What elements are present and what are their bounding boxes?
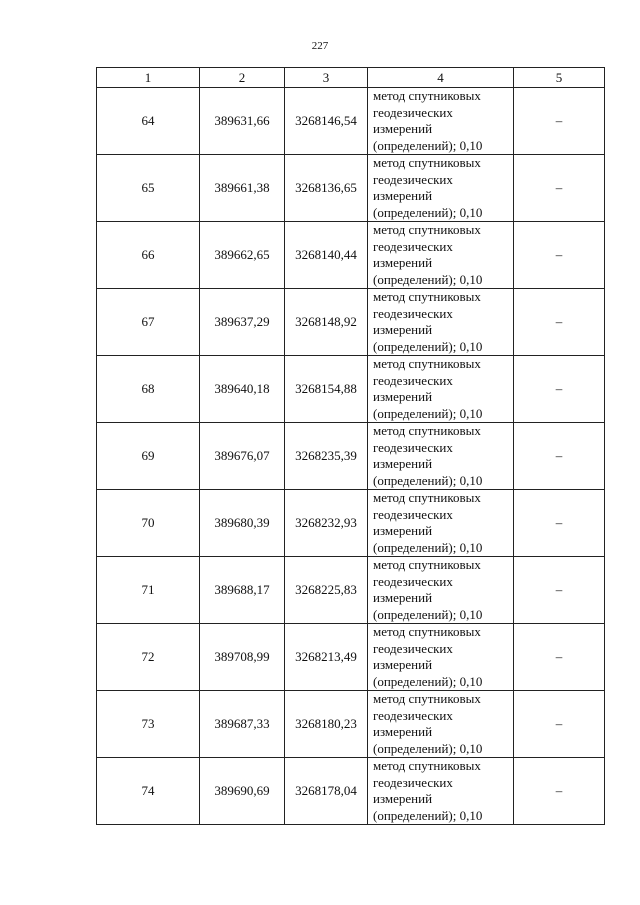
method-cell [368,155,514,222]
y-coordinate-cell: 3268225,83 [285,557,368,624]
col5-cell: – [514,423,605,490]
header-col-2: 2 [200,68,285,88]
method-line: метод спутниковых [373,758,481,773]
y-coordinate-cell: 3268146,54 [285,88,368,155]
method-cell [368,691,514,758]
method-cell [368,88,514,155]
method-line: геодезических [373,305,453,321]
y-coordinate-cell: 3268140,44 [285,222,368,289]
method-line: измерений [373,322,433,337]
col5-cell: – [514,222,605,289]
point-number-cell: 68 [97,356,200,423]
method-line: геодезических [373,707,453,723]
method-line: метод спутниковых [373,88,481,103]
col5-cell: – [514,155,605,222]
method-line: измерений [373,791,433,806]
method-line: измерений [373,657,433,672]
y-coordinate-cell: 3268154,88 [285,356,368,423]
point-number-cell: 64 [97,88,200,155]
header-row [97,68,605,88]
x-coordinate-cell: 389637,29 [200,289,285,356]
method-line: метод спутниковых [373,423,481,438]
method-line: геодезических [373,439,453,455]
point-number-cell: 73 [97,691,200,758]
table-body [97,88,605,825]
method-cell [368,356,514,423]
method-cell [368,758,514,825]
method-line: метод спутниковых [373,624,481,639]
y-coordinate-cell: 3268235,39 [285,423,368,490]
point-number-cell: 65 [97,155,200,222]
method-line: метод спутниковых [373,490,481,505]
method-line: метод спутниковых [373,289,481,304]
col5-cell: – [514,624,605,691]
col5-cell: – [514,356,605,423]
x-coordinate-cell: 389676,07 [200,423,285,490]
method-line: геодезических [373,171,453,187]
y-coordinate-cell: 3268136,65 [285,155,368,222]
table-row [97,222,605,289]
table-row [97,356,605,423]
point-number-cell: 71 [97,557,200,624]
point-number-cell: 66 [97,222,200,289]
point-number-cell: 70 [97,490,200,557]
x-coordinate-cell: 389662,65 [200,222,285,289]
method-line: геодезических [373,640,453,656]
col5-cell: – [514,289,605,356]
table-header [97,68,605,88]
method-line: измерений [373,456,433,471]
method-line: измерений [373,724,433,739]
method-line: (определений); 0,10 [373,673,483,689]
point-number-cell: 74 [97,758,200,825]
method-line: (определений); 0,10 [373,740,483,756]
table-row [97,423,605,490]
x-coordinate-cell: 389687,33 [200,691,285,758]
method-cell [368,490,514,557]
point-number-cell: 69 [97,423,200,490]
point-number-cell: 67 [97,289,200,356]
table-row [97,624,605,691]
y-coordinate-cell: 3268148,92 [285,289,368,356]
x-coordinate-cell: 389688,17 [200,557,285,624]
table-row [97,289,605,356]
method-line: (определений); 0,10 [373,472,483,488]
col5-cell: – [514,691,605,758]
coordinates-table [96,67,605,825]
method-line: геодезических [373,104,453,120]
col5-cell: – [514,758,605,825]
method-line: геодезических [373,774,453,790]
method-cell [368,624,514,691]
method-line: (определений); 0,10 [373,137,483,153]
table-row [97,155,605,222]
method-cell [368,557,514,624]
x-coordinate-cell: 389661,38 [200,155,285,222]
method-cell [368,222,514,289]
page-number: 227 [311,40,329,52]
method-line: геодезических [373,506,453,522]
method-line: (определений); 0,10 [373,606,483,622]
method-line: (определений); 0,10 [373,539,483,555]
point-number-cell: 72 [97,624,200,691]
x-coordinate-cell: 389640,18 [200,356,285,423]
col5-cell: – [514,490,605,557]
method-line: (определений); 0,10 [373,807,483,823]
method-line: измерений [373,590,433,605]
method-line: геодезических [373,573,453,589]
method-cell [368,289,514,356]
y-coordinate-cell: 3268180,23 [285,691,368,758]
table-row [97,490,605,557]
x-coordinate-cell: 389631,66 [200,88,285,155]
method-cell [368,423,514,490]
col5-cell: – [514,88,605,155]
header-col-3: 3 [285,68,368,88]
x-coordinate-cell: 389680,39 [200,490,285,557]
x-coordinate-cell: 389708,99 [200,624,285,691]
method-line: измерений [373,121,433,136]
table-row [97,88,605,155]
y-coordinate-cell: 3268178,04 [285,758,368,825]
header-col-5: 5 [514,68,605,88]
y-coordinate-cell: 3268213,49 [285,624,368,691]
table-row [97,758,605,825]
method-line: метод спутниковых [373,356,481,371]
table-row [97,557,605,624]
method-line: геодезических [373,372,453,388]
method-line: метод спутниковых [373,222,481,237]
method-line: метод спутниковых [373,557,481,572]
method-line: метод спутниковых [373,691,481,706]
x-coordinate-cell: 389690,69 [200,758,285,825]
method-line: геодезических [373,238,453,254]
method-line: измерений [373,255,433,270]
method-line: (определений); 0,10 [373,204,483,220]
method-line: измерений [373,523,433,538]
header-col-4: 4 [368,68,514,88]
method-line: (определений); 0,10 [373,338,483,354]
method-line: метод спутниковых [373,155,481,170]
method-line: измерений [373,389,433,404]
y-coordinate-cell: 3268232,93 [285,490,368,557]
method-line: (определений); 0,10 [373,271,483,287]
method-line: (определений); 0,10 [373,405,483,421]
method-line: измерений [373,188,433,203]
col5-cell: – [514,557,605,624]
header-col-1: 1 [97,68,200,88]
table-row [97,691,605,758]
